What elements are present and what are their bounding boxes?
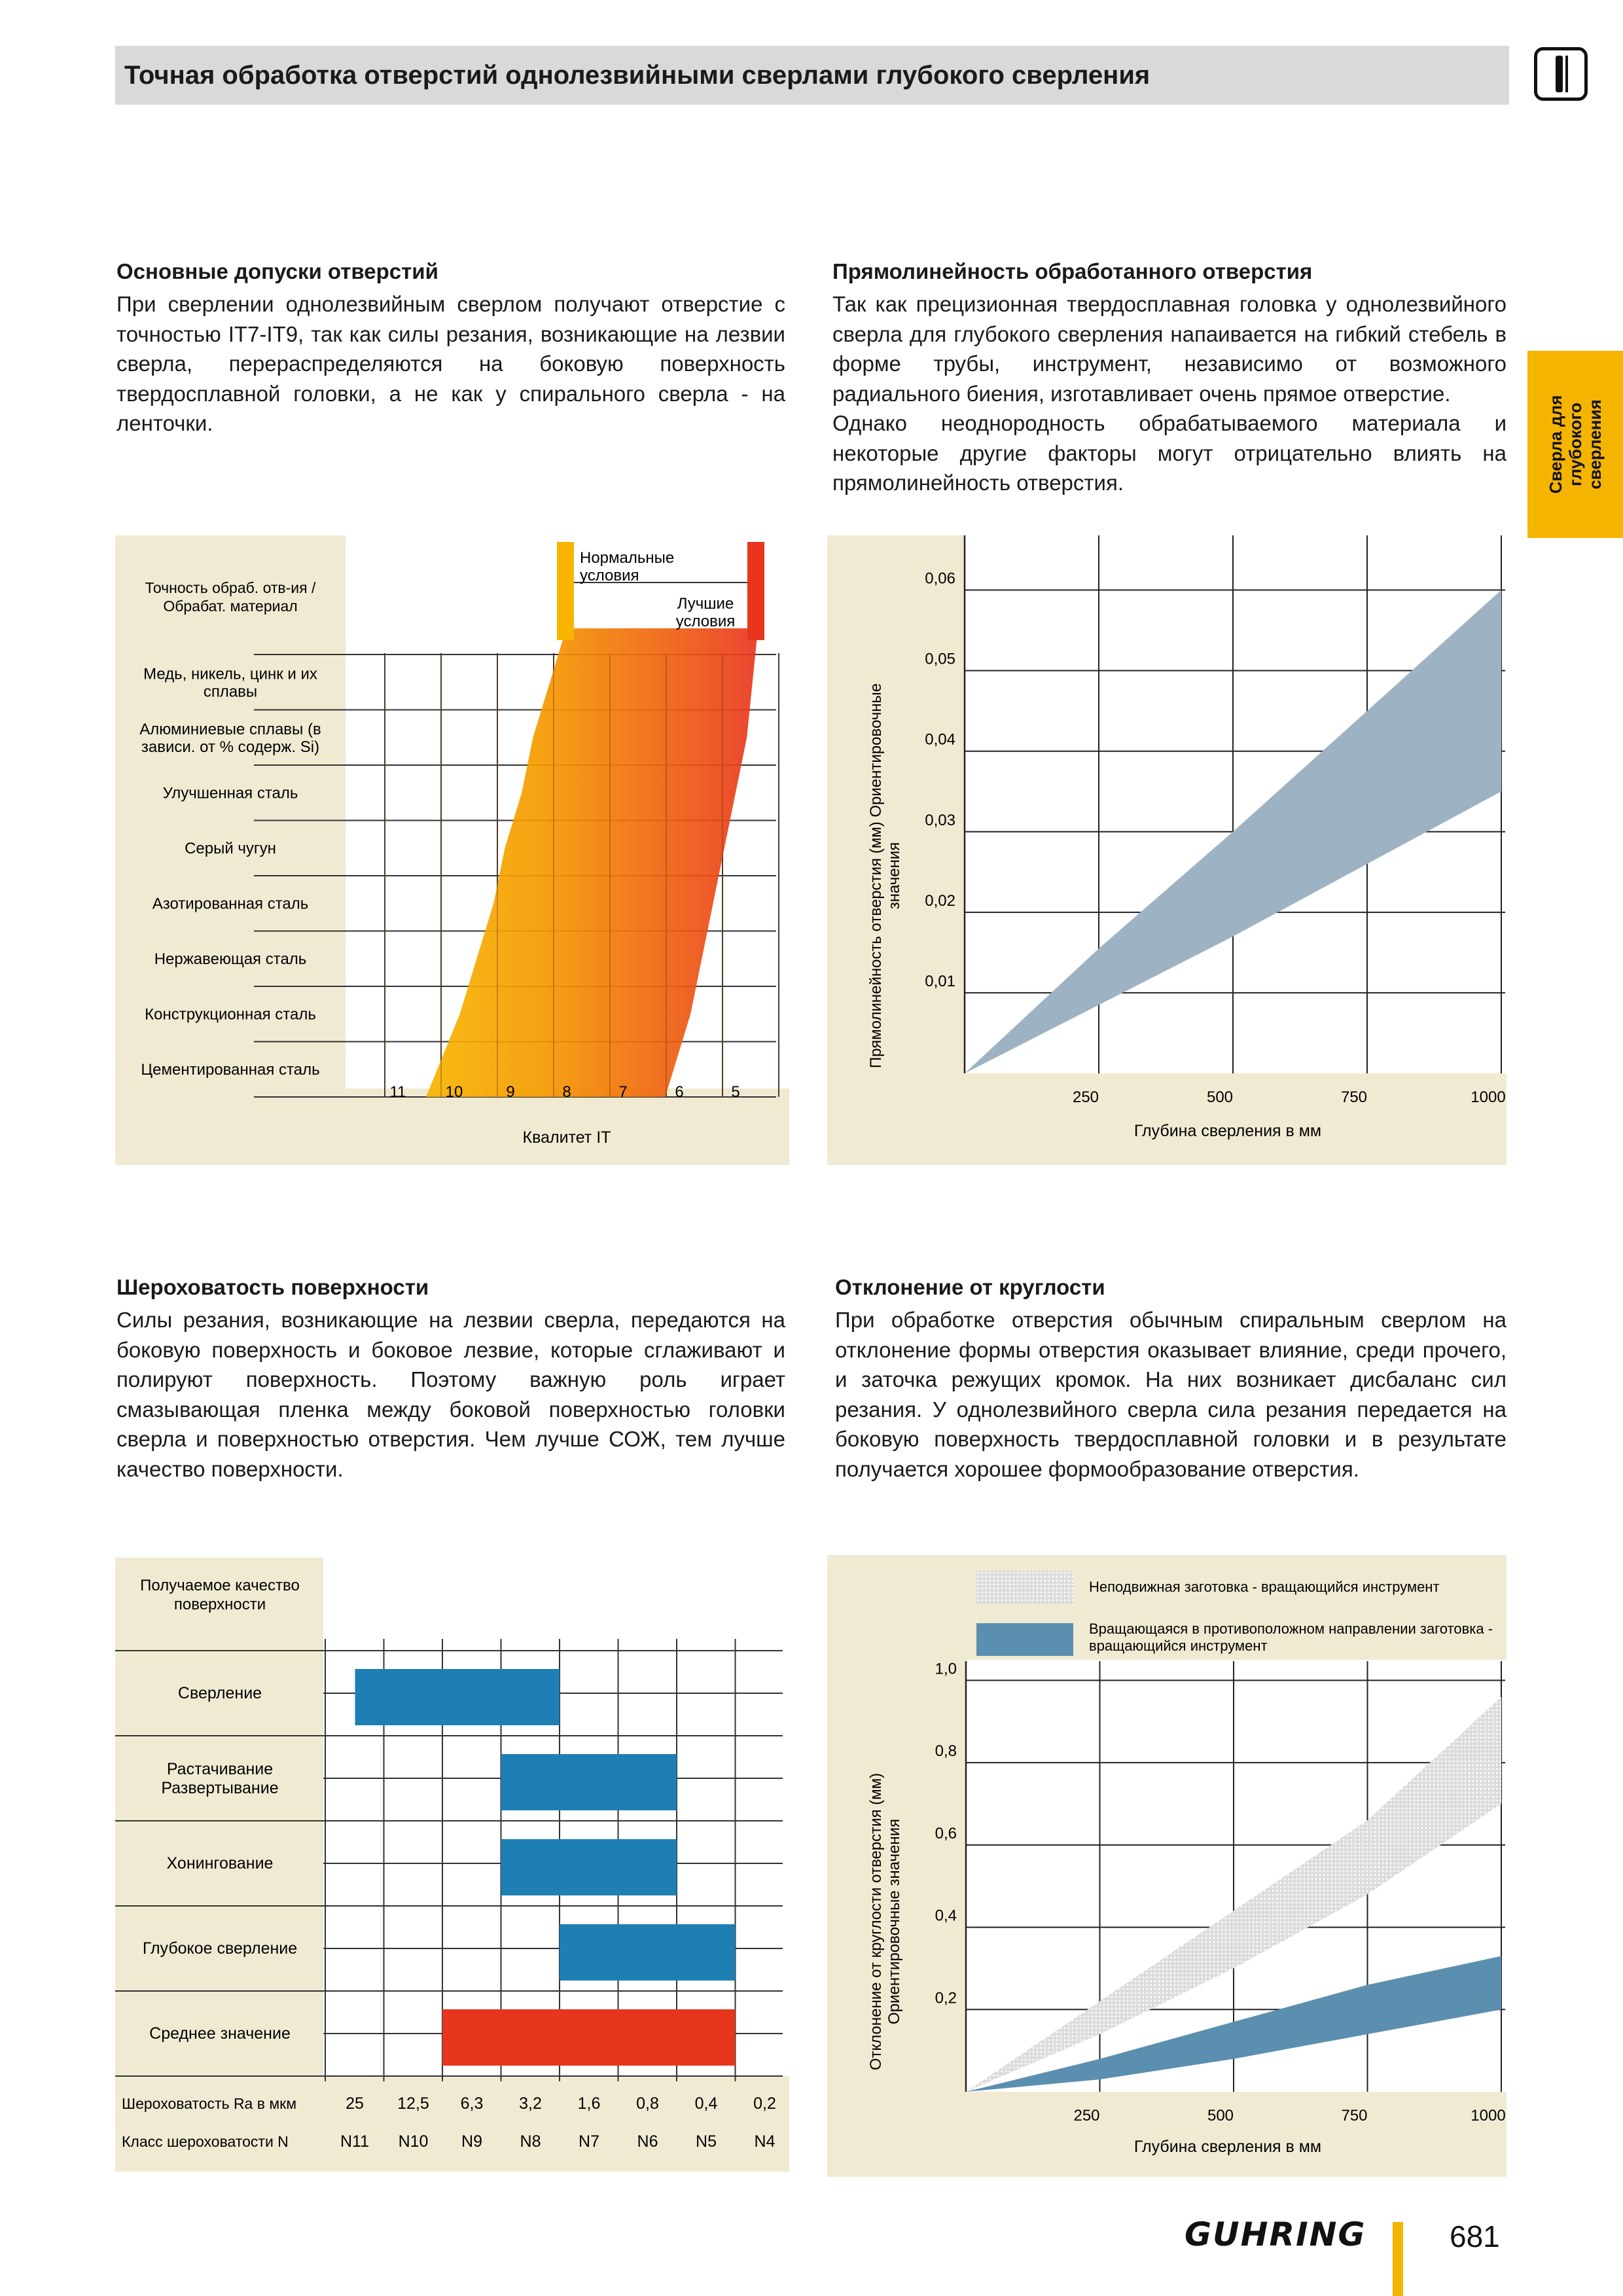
row-label: Нержавеющая сталь xyxy=(154,950,307,968)
x-tick-label: 250 xyxy=(1072,1088,1099,1106)
y-tick-label: 1,0 xyxy=(935,1660,957,1678)
bar-range xyxy=(355,1669,560,1725)
x-tick-label: 750 xyxy=(1340,1088,1368,1106)
y-tick-label: 0,2 xyxy=(935,1989,957,2007)
ra-value: 0,2 xyxy=(753,2094,776,2113)
row-label: Среднее значение xyxy=(149,2024,291,2043)
legend-best-label: Лучшие условия xyxy=(675,595,736,630)
section-text-tolerances: При сверлении однолезвийным сверлом получают отверстие с точностью IT7-IT9, так как силы резания, возникающие на лезвии сверла, перераспределяются на боковую поверхность твердосплавной головки, а не как у спирального сверла - на ленточки. xyxy=(116,292,785,435)
x-tick-label: 7 xyxy=(618,1083,628,1101)
legend-rotating-swatch xyxy=(976,1623,1073,1656)
ra-value: 1,6 xyxy=(577,2094,601,2113)
y-tick-label: 0,05 xyxy=(925,650,955,668)
section-title-roundness: Отклонение от круглости xyxy=(835,1275,1105,1299)
section-text-straightness-p2: Однако неоднородность обрабатываемого материала и некоторые другие факторы могут отрицательно влиять на прямолинейность отверстия. xyxy=(832,411,1507,495)
drill-icon xyxy=(1534,47,1588,101)
x-tick-label: 500 xyxy=(1206,1088,1234,1106)
row-label: Конструкционная сталь xyxy=(145,1005,316,1024)
legend-fixed-label: Неподвижная заготовка - вращающийся инструмент xyxy=(1089,1579,1440,1595)
x-tick-label: 1000 xyxy=(1471,2107,1506,2125)
ra-value: 0,8 xyxy=(636,2094,659,2113)
ra-value: 6,3 xyxy=(460,2094,484,2113)
x-tick-label: 750 xyxy=(1341,2107,1368,2125)
chart-roundness-y-label: Отклонение от круглости отверстия (мм)Ориентировочные значения xyxy=(867,1772,903,2071)
side-tab[interactable] xyxy=(1527,351,1623,538)
x-tick-label: 8 xyxy=(562,1083,571,1101)
bar-average xyxy=(442,2009,736,2066)
row-label: Азотированная сталь xyxy=(152,895,309,913)
row-label: Хонингование xyxy=(166,1854,274,1873)
chart-roughness-ra-label: Шероховатость Ra в мкм xyxy=(122,2095,297,2112)
chart-roughness-axis-band xyxy=(323,2076,789,2172)
section-text-straightness xyxy=(832,289,1507,498)
row-label: Растачивание Развертывание xyxy=(161,1760,279,1797)
ra-value: 12,5 xyxy=(397,2094,429,2113)
x-tick-label: 10 xyxy=(445,1083,463,1101)
row-label: Алюминиевые сплавы (в зависи. от % содерж. Si) xyxy=(139,720,321,756)
chart-straightness xyxy=(827,535,1507,1165)
y-tick-label: 0,6 xyxy=(935,1824,957,1842)
chart-roughness-n-label: Класс шероховатости N xyxy=(122,2133,289,2150)
row-label: Цементированная сталь xyxy=(141,1060,320,1079)
n-value: N4 xyxy=(754,2132,776,2151)
chart-straightness-x-label: Глубина сверления в мм xyxy=(1133,1122,1322,1140)
section-title-tolerances: Основные допуски отверстий xyxy=(116,259,438,283)
side-tab-label: Сверла для глубокого сверления xyxy=(1546,395,1605,494)
chart-it-quality xyxy=(115,535,789,1165)
chart-straightness-y-label: Прямолинейность отверстия (мм) Ориентировочныезначения xyxy=(867,683,903,1069)
legend-normal-swatch xyxy=(557,542,574,640)
row-label: Улучшенная сталь xyxy=(162,784,298,802)
y-tick-label: 0,03 xyxy=(925,811,955,829)
y-tick-label: 0,01 xyxy=(925,972,955,990)
chart-roundness xyxy=(827,1555,1507,2177)
bar-range xyxy=(501,1839,677,1895)
y-tick-label: 0,4 xyxy=(935,1907,957,1925)
row-label: Сверление xyxy=(177,1684,262,1702)
legend-fixed-swatch xyxy=(976,1571,1073,1604)
y-tick-label: 0,02 xyxy=(925,891,955,910)
ra-value: 25 xyxy=(346,2094,364,2113)
legend-normal-label: Нормальные условия xyxy=(580,549,675,584)
n-value: N8 xyxy=(520,2132,541,2151)
x-tick-label: 11 xyxy=(389,1083,406,1101)
page-number: 681 xyxy=(1450,2219,1500,2253)
section-title-straightness: Прямолинейность обработанного отверстия xyxy=(832,259,1313,283)
y-tick-label: 0,8 xyxy=(935,1742,957,1761)
n-value: N6 xyxy=(637,2132,658,2151)
section-text-straightness-p1: Так как прецизионная твердосплавная головка у однолезвийного сверла для глубокого сверления напаивается на гибкий стебель в форме трубы, инструмент, независимо от возможного радиального биения, изготавливает очень прямое отверстие. xyxy=(832,292,1507,406)
x-tick-label: 250 xyxy=(1073,2107,1100,2125)
guhring-logo: GUHRING xyxy=(1185,2215,1366,2253)
x-tick-label: 500 xyxy=(1207,2107,1234,2125)
y-tick-label: 0,04 xyxy=(925,730,955,749)
row-label: Серый чугун xyxy=(185,839,276,857)
chart-roundness-x-label: Глубина сверления в мм xyxy=(1133,2138,1322,2156)
section-text-roughness: Силы резания, возникающие на лезвии сверла, передаются на боковую поверхность и боковое лезвие, которые сглаживают и полируют поверхность. Поэтому важную роль играет смазывающая пленка между боковой поверхностью головки сверла и поверхностью отверстия. Чем лучше СОЖ, тем лучше качество поверхности. xyxy=(116,1308,785,1481)
chart-it-header-label: Точность обраб. отв-ия / Обрабат. материал xyxy=(145,579,316,615)
bar-range xyxy=(501,1754,677,1810)
chart-roughness-header-label: Получаемое качество поверхности xyxy=(140,1577,300,1613)
chart-roughness xyxy=(115,1558,789,2172)
n-value: N11 xyxy=(340,2132,370,2151)
row-label: Глубокое сверление xyxy=(142,1939,298,1958)
x-tick-label: 1000 xyxy=(1471,1088,1506,1106)
n-value: N10 xyxy=(398,2132,429,2151)
legend-rotating-label: Вращающаяся в противоположном направлении заготовка -вращающийся инструмент xyxy=(1089,1621,1493,1654)
section-text-roundness: При обработке отверстия обычным спиральным сверлом на отклонение формы отверстия оказывает влияние, среди прочего, и заточка режущих кромок. На них возникает дисбаланс сил резания. У однолезвийного сверла сила резания передается на боковую поверхность твердосплавной головки и в результате получается хорошее формообразование отверстия. xyxy=(835,1308,1507,1481)
page-title: Точная обработка отверстий однолезвийными сверлами глубокого сверления xyxy=(124,61,1150,90)
x-tick-label: 6 xyxy=(675,1083,684,1101)
footer-accent-bar xyxy=(1393,2222,1403,2296)
n-value: N7 xyxy=(579,2132,599,2151)
n-value: N9 xyxy=(461,2132,482,2151)
n-value: N5 xyxy=(696,2132,717,2151)
x-tick-label: 5 xyxy=(731,1083,740,1101)
row-label: Медь, никель, цинк и их сплавы xyxy=(143,665,317,701)
chart-it-x-label: Квалитет IT xyxy=(522,1128,611,1147)
x-tick-label: 9 xyxy=(506,1083,515,1101)
legend-best-swatch xyxy=(747,542,764,640)
page-header-bar xyxy=(115,46,1509,105)
ra-value: 0,4 xyxy=(694,2094,718,2113)
bar-range xyxy=(560,1924,736,1981)
ra-value: 3,2 xyxy=(519,2094,542,2113)
y-tick-label: 0,06 xyxy=(925,569,955,588)
section-title-roughness: Шероховатость поверхности xyxy=(116,1275,429,1299)
